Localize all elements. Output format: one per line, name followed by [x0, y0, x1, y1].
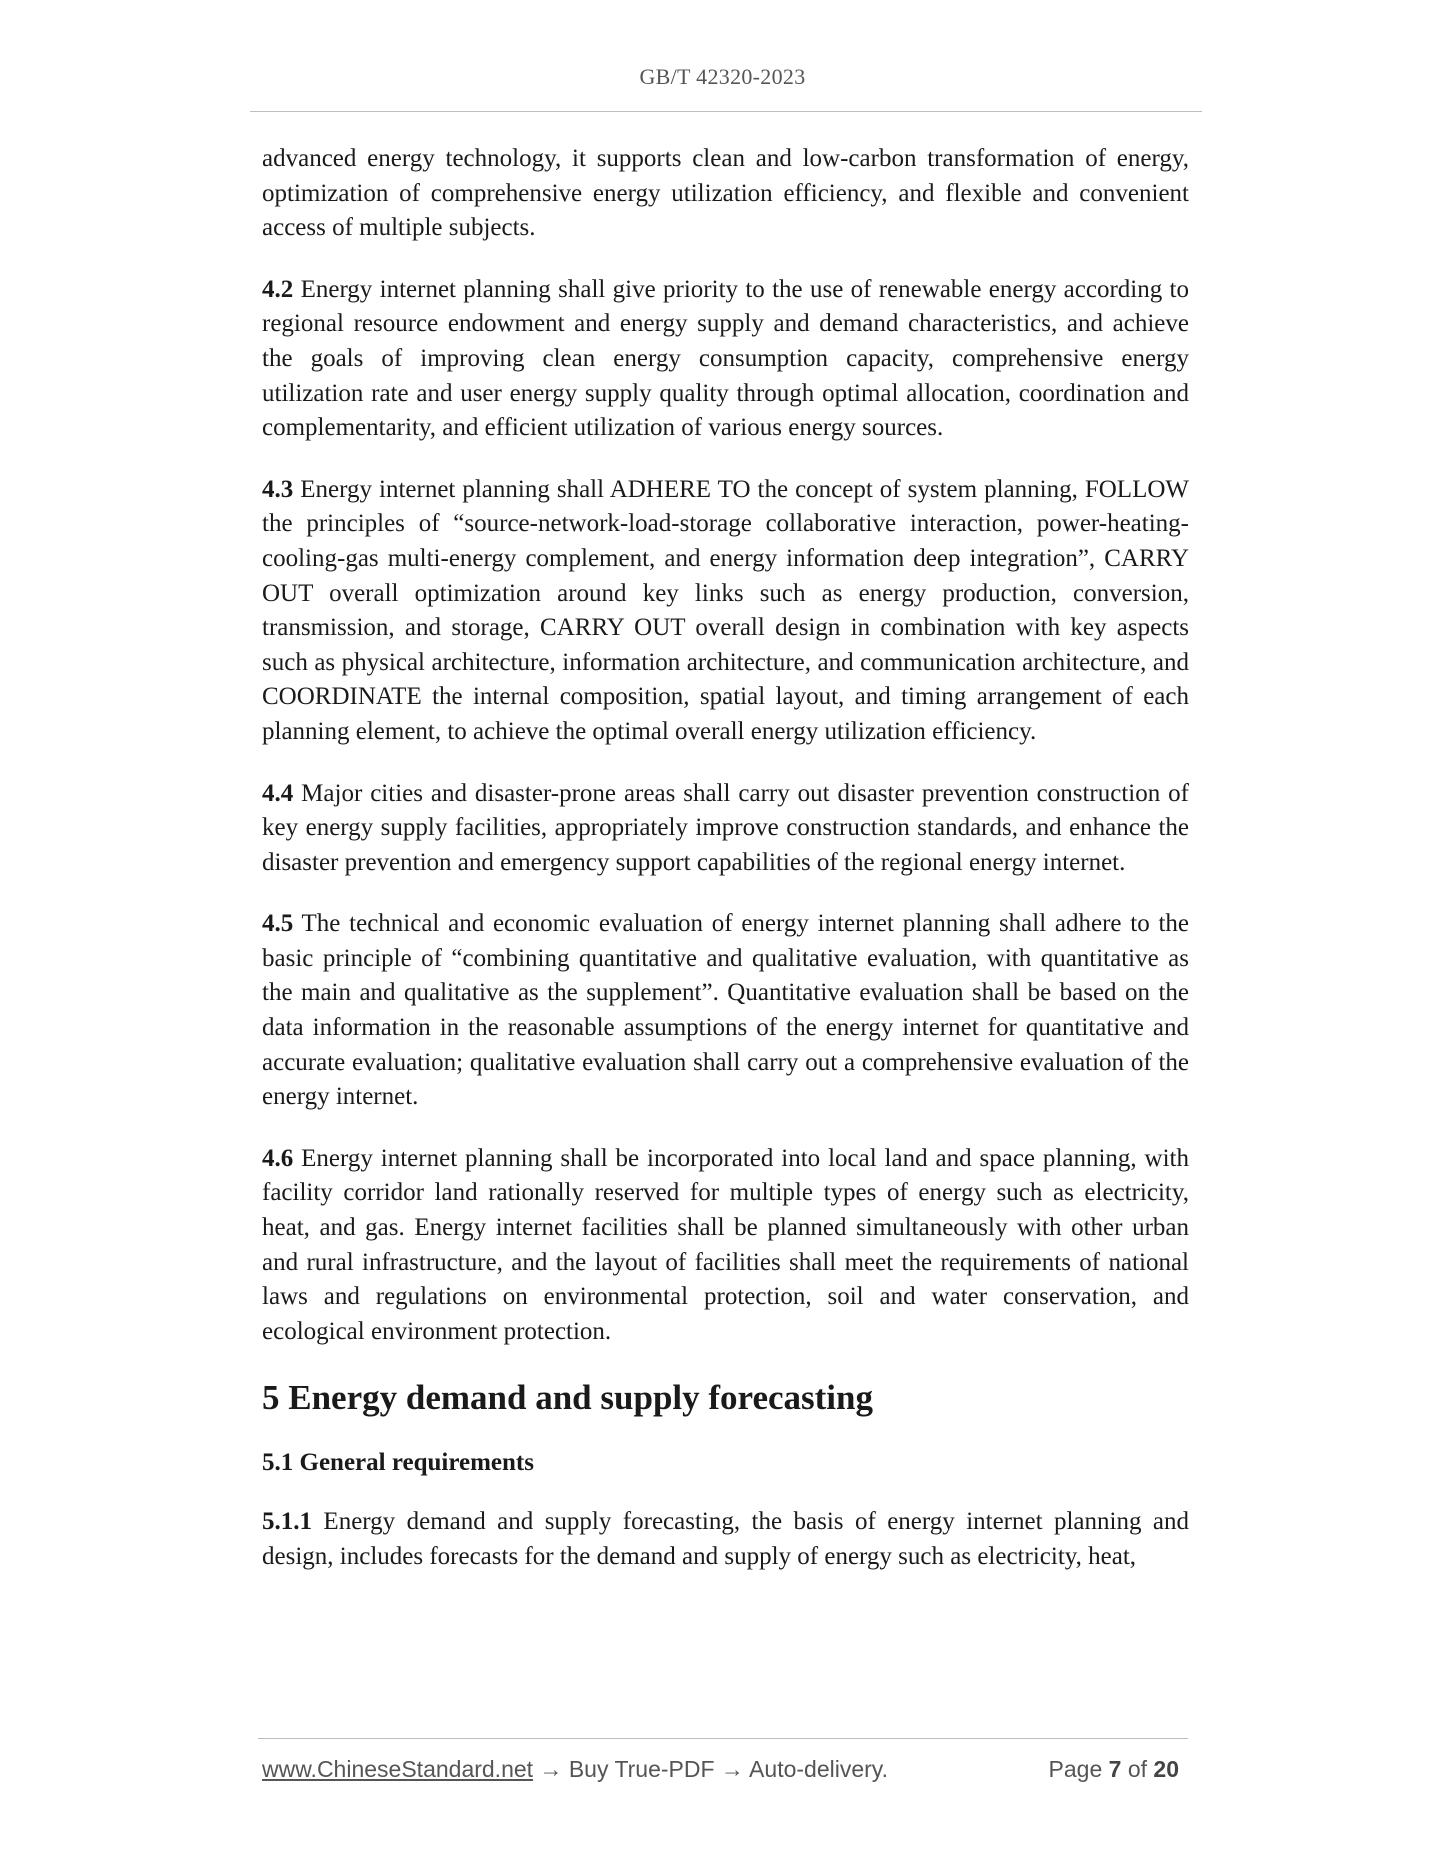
total-pages: 20 — [1153, 1756, 1179, 1782]
clause-4-6 — [262, 1142, 1189, 1350]
site-link[interactable]: www.ChineseStandard.net — [262, 1756, 534, 1782]
clause-number: 4.4 — [262, 779, 294, 807]
promo-text: → Buy True-PDF → Auto-delivery. — [533, 1756, 888, 1782]
clause-text: Major cities and disaster-prone areas shall carry out disaster prevention construction of key energy supply facilities, appropriately improve construction standards, and enhance the disaster prevention and emergency support capabilities of the regional energy internet. — [262, 779, 1189, 876]
clause-number: 4.2 — [262, 275, 294, 303]
clause-number: 4.6 — [262, 1144, 294, 1172]
clause-number: 5.1.1 — [262, 1508, 312, 1536]
paragraph-continuation — [262, 142, 1189, 246]
paragraph-text: advanced energy technology, it supports clean and low-carbon transformation of energy, optimization of comprehensive energy utilization efficiency, and flexible and convenient access of multiple subjects. — [262, 145, 1189, 242]
document-body — [262, 142, 1189, 1602]
clause-text: Energy internet planning shall give priority to the use of renewable energy according to regional resource endowment and energy supply and demand characteristics, and achieve the goals of improving clean energy consumption capacity, comprehensive energy utilization rate and user energy supply quality through optimal allocation, coordination and complementarity, and efficient utilization of various energy sources. — [262, 275, 1189, 442]
header-divider — [250, 111, 1202, 112]
clause-number: 4.3 — [262, 475, 294, 503]
of-label: of — [1121, 1756, 1154, 1782]
document-standard-code: GB/T 42320-2023 — [639, 64, 806, 89]
clause-4-5 — [262, 907, 1189, 1115]
clause-number: 4.5 — [262, 910, 294, 938]
clause-5-1-1 — [262, 1505, 1189, 1574]
clause-text: The technical and economic evaluation of energy internet planning shall adhere to the basic principle of “combining quantitative and qualitative evaluation, with quantitative as the main and qualitative as the supplement”. Quantitative evaluation shall be based on the data information in the reasonable assumptions of the energy internet for quantitative and accurate evaluation; qualitative evaluation shall carry out a comprehensive evaluation of the energy internet. — [262, 910, 1189, 1111]
clause-4-2 — [262, 273, 1189, 446]
clause-text: Energy internet planning shall be incorporated into local land and space planning, with facility corridor land rationally reserved for multiple types of energy such as electricity, heat, and gas. Energy internet facilities shall be planned simultaneously with other urban and rural infrastructure, and the layout of facilities shall meet the requirements of national laws and regulations on environmental protection, soil and water conservation, and ecological environment protection. — [262, 1144, 1189, 1345]
footer-divider — [258, 1738, 1188, 1739]
footer-promo — [262, 1756, 888, 1783]
page-indicator — [1049, 1756, 1179, 1783]
clause-4-3 — [262, 473, 1189, 750]
current-page: 7 — [1108, 1756, 1122, 1782]
page-label: Page — [1048, 1756, 1109, 1782]
section-heading: 5 Energy demand and supply forecasting — [262, 1378, 873, 1418]
clause-text: Energy internet planning shall ADHERE TO the concept of system planning, FOLLOW the principles of “source-network-load-storage collaborative interaction, power-heating-cooling-gas multi-energy complement, and energy information deep integration”, CARRY OUT overall optimization around key links such as energy production, conversion, transmission, and storage, CARRY OUT overall design in combination with key aspects such as physical architecture, information architecture, and communication architecture, and COORDINATE the internal composition, spatial layout, and timing arrangement of each planning element, to achieve the optimal overall energy utilization efficiency. — [262, 475, 1189, 745]
clause-text: Energy demand and supply forecasting, the basis of energy internet planning and design, includes forecasts for the demand and supply of energy such as electricity, heat, — [262, 1508, 1189, 1570]
subsection-heading: 5.1 General requirements — [262, 1449, 534, 1477]
clause-4-4 — [262, 777, 1189, 881]
